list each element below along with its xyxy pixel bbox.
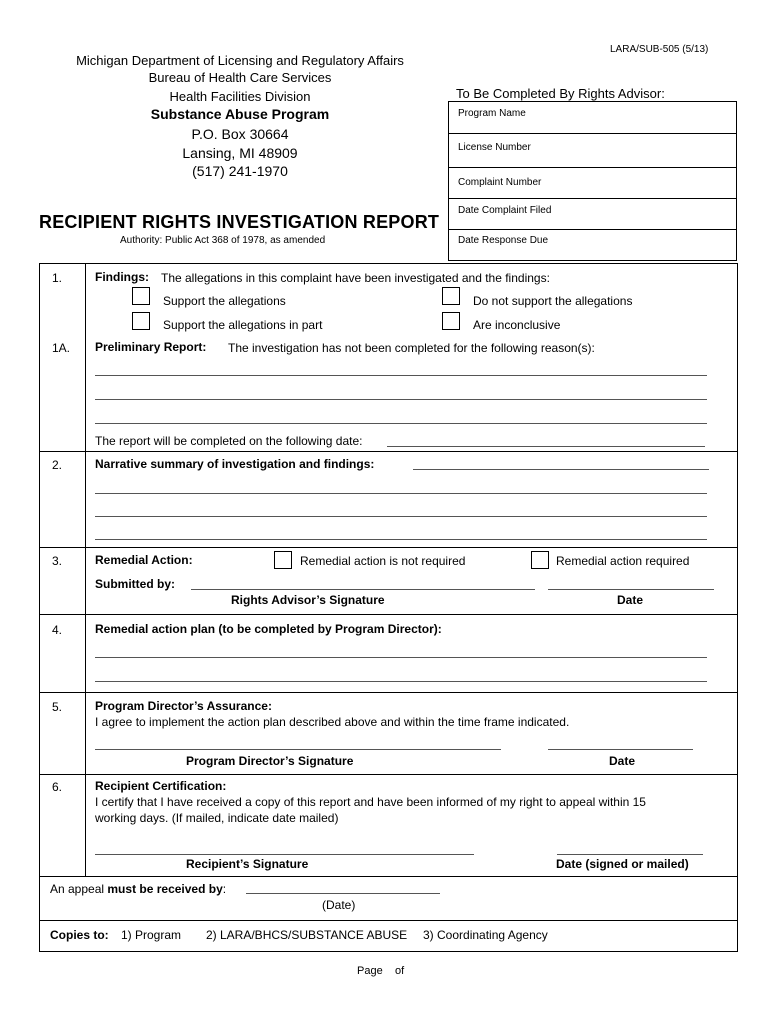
recipient-signature-label: Recipient’s Signature [186,857,309,871]
rights-advisor-signature-line[interactable] [191,589,535,590]
section-5-number: 5. [52,700,63,714]
section-6-number: 6. [52,780,63,794]
copies-to-label: Copies to: [50,928,109,942]
not-support-allegations-checkbox[interactable] [442,287,460,305]
page-label: Page [357,965,383,977]
appeal-text: An appeal must be received by: [50,882,227,896]
agency-name: Michigan Department of Licensing and Regulatory Affairs [76,53,404,68]
narrative-line-2[interactable] [95,516,707,517]
support-in-part-label: Support the allegations in part [163,318,323,332]
findings-label: Findings: [95,270,149,284]
program-name-field[interactable]: Program Name [458,108,526,119]
remedial-action-label: Remedial Action: [95,553,193,567]
plan-line-2[interactable] [95,681,707,682]
copy-recipient-program: 1) Program [121,928,182,942]
recipient-certification-text-1: I certify that I have received a copy of this report and have been informed of my right to appeal within 15 [95,795,646,809]
license-number-field[interactable]: License Number [458,142,531,153]
recipient-certification-label: Recipient Certification: [95,779,227,793]
director-signature-line[interactable] [95,749,501,750]
recipient-date-label: Date (signed or mailed) [556,857,689,871]
complaint-number-field[interactable]: Complaint Number [458,177,542,188]
support-allegations-checkbox[interactable] [132,287,150,305]
inconclusive-checkbox[interactable] [442,312,460,330]
section-3-number: 3. [52,554,63,568]
narrative-line-0[interactable] [413,469,709,470]
rights-advisor-signature-label: Rights Advisor’s Signature [231,593,385,607]
copy-recipient-agency: 3) Coordinating Agency [423,928,548,942]
rights-advisor-date-label: Date [617,593,644,607]
narrative-line-1[interactable] [95,493,707,494]
appeal-date-line[interactable] [246,893,440,894]
remedial-not-required-checkbox[interactable] [274,551,292,569]
rights-advisor-date-line[interactable] [548,589,714,590]
advisor-heading: To Be Completed By Rights Advisor: [456,86,665,101]
recipient-certification-text-2: working days. (If mailed, indicate date mailed) [95,811,339,825]
po-box: P.O. Box 30664 [191,126,289,142]
appeal-date-label: (Date) [322,898,356,912]
preliminary-report-label: Preliminary Report: [95,340,207,354]
director-assurance-label: Program Director’s Assurance: [95,699,272,713]
section-2-number: 2. [52,458,63,472]
report-table [39,263,738,952]
director-date-label: Date [609,754,636,768]
section-1a-number: 1A. [52,341,71,355]
support-in-part-checkbox[interactable] [132,312,150,330]
page-of-label: of [395,965,405,977]
city-state-zip: Lansing, MI 48909 [182,145,298,161]
section-1-number: 1. [52,271,63,285]
remedial-plan-label: Remedial action plan (to be completed by Program Director): [95,622,442,636]
preliminary-report-text: The investigation has not been completed for the following reason(s): [228,341,595,355]
inconclusive-label: Are inconclusive [473,318,561,332]
reason-line-3[interactable] [95,423,707,424]
program-name: Substance Abuse Program [150,106,330,122]
copy-recipient-lara: 2) LARA/BHCS/SUBSTANCE ABUSE [206,928,408,942]
section-4-number: 4. [52,623,63,637]
bureau-name: Bureau of Health Care Services [148,70,332,85]
date-response-due-field[interactable]: Date Response Due [458,235,549,246]
remedial-required-label: Remedial action required [556,554,690,568]
date-complaint-filed-field[interactable]: Date Complaint Filed [458,205,552,216]
narrative-line-3[interactable] [95,539,707,540]
phone-number: (517) 241-1970 [192,163,288,179]
director-assurance-text: I agree to implement the action plan described above and within the time frame indicated. [95,715,570,729]
recipient-signature-line[interactable] [95,854,474,855]
reason-line-1[interactable] [95,375,707,376]
authority-text: Authority: Public Act 368 of 1978, as amended [120,235,326,246]
completion-date-field[interactable] [387,446,705,447]
remedial-not-required-label: Remedial action is not required [300,554,466,568]
director-date-line[interactable] [548,749,693,750]
director-signature-label: Program Director’s Signature [186,754,354,768]
plan-line-1[interactable] [95,657,707,658]
form-id: LARA/SUB-505 (5/13) [610,44,709,55]
narrative-summary-label: Narrative summary of investigation and findings: [95,457,375,471]
page-title: RECIPIENT RIGHTS INVESTIGATION REPORT [39,212,440,232]
not-support-allegations-label: Do not support the allegations [473,294,633,308]
submitted-by-label: Submitted by: [95,577,175,591]
remedial-required-checkbox[interactable] [531,551,549,569]
completion-date-label: The report will be completed on the following date: [95,434,363,448]
support-allegations-label: Support the allegations [163,294,286,308]
findings-text: The allegations in this complaint have been investigated and the findings: [161,271,550,285]
reason-line-2[interactable] [95,399,707,400]
division-name: Health Facilities Division [169,89,311,104]
recipient-date-line[interactable] [557,854,703,855]
